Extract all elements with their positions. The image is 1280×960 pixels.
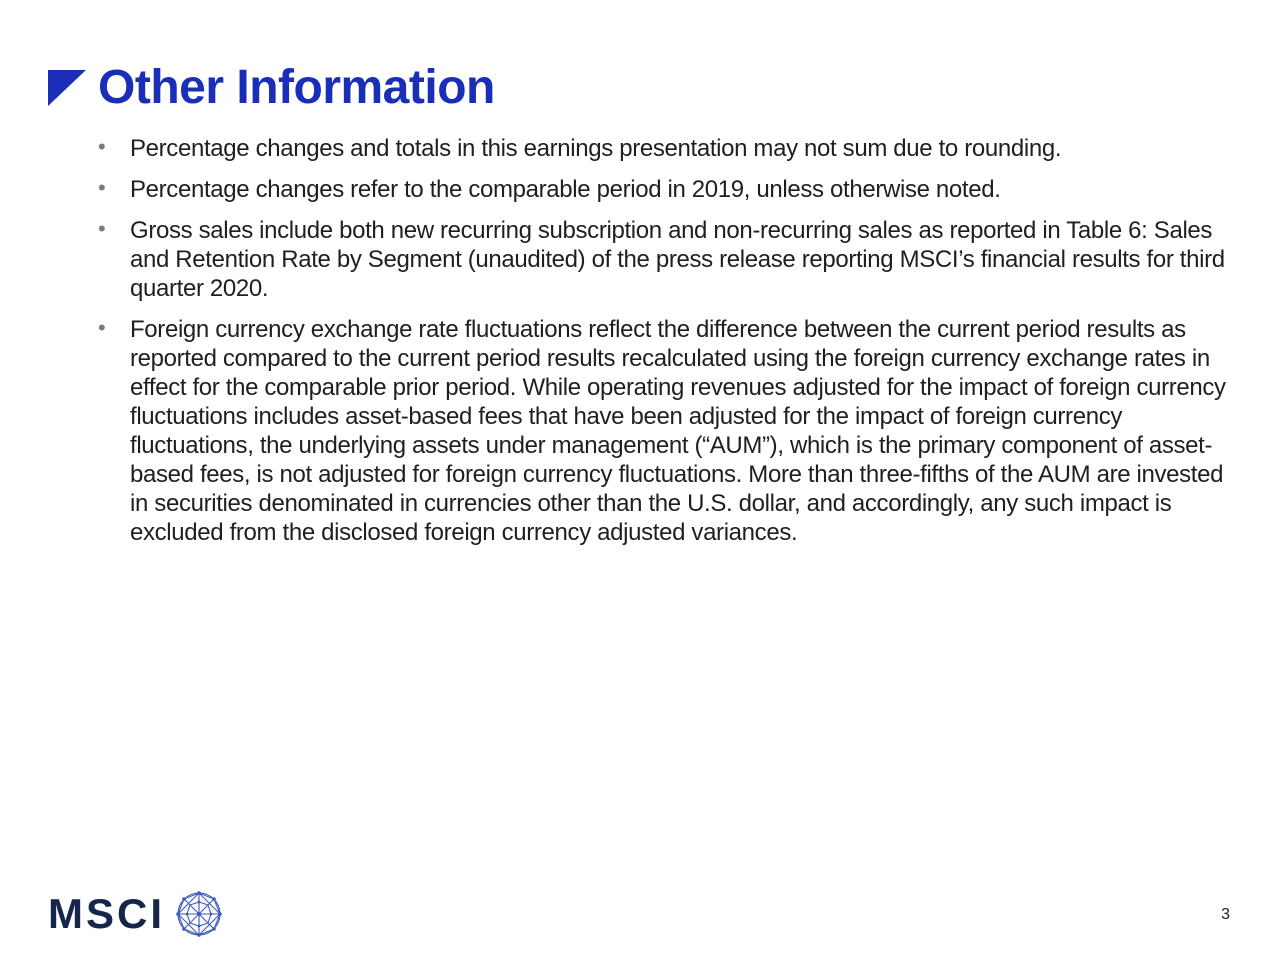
bullet-item-comparable-period — [96, 175, 1236, 204]
bullet-item-gross-sales — [96, 216, 1236, 303]
bullet-item-foreign-currency — [96, 315, 1236, 547]
bullet-text: Percentage changes refer to the comparable period in 2019, unless otherwise noted. — [130, 176, 1001, 203]
bullet-text: Percentage changes and totals in this earnings presentation may not sum due to rounding. — [130, 135, 1062, 162]
logo-wordmark: MSCI — [48, 890, 165, 937]
slide-title: Other Information — [98, 61, 495, 114]
globe-network-icon — [175, 890, 223, 938]
bullet-icon: • — [98, 175, 106, 200]
bullet-text: Foreign currency exchange rate fluctuations reflect the difference between the current period results as reported compared to the current period results recalculated using the foreign currency exchange rates in effect for the comparable prior period. While operating revenues adjusted for the impact of foreign currency fluctuations includes asset-based fees that have been adjusted for the impact of foreign currency fluctuations, the underlying assets under management (“AUM”), which is the primary component of asset-based fees, is not adjusted for foreign currency fluctuations. More than three-fifths of the AUM are invested in securities denominated in currencies other than the U.S. dollar, and accordingly, any such impact is excluded from the disclosed foreign currency adjusted variances. — [130, 316, 1226, 546]
bullet-icon: • — [98, 315, 106, 340]
bullet-icon: • — [98, 134, 106, 159]
msci-logo — [48, 890, 223, 938]
page-number: 3 — [1221, 906, 1230, 923]
title-marker-icon — [48, 70, 86, 106]
bullet-icon: • — [98, 216, 106, 241]
bullet-list — [96, 134, 1236, 559]
bullet-item-rounding — [96, 134, 1236, 163]
bullet-text: Gross sales include both new recurring subscription and non-recurring sales as reported in Table 6: Sales and Retention Rate by Segment (unaudited) of the press release reporting MSCI’s financial results for third quarter 2020. — [130, 217, 1225, 302]
